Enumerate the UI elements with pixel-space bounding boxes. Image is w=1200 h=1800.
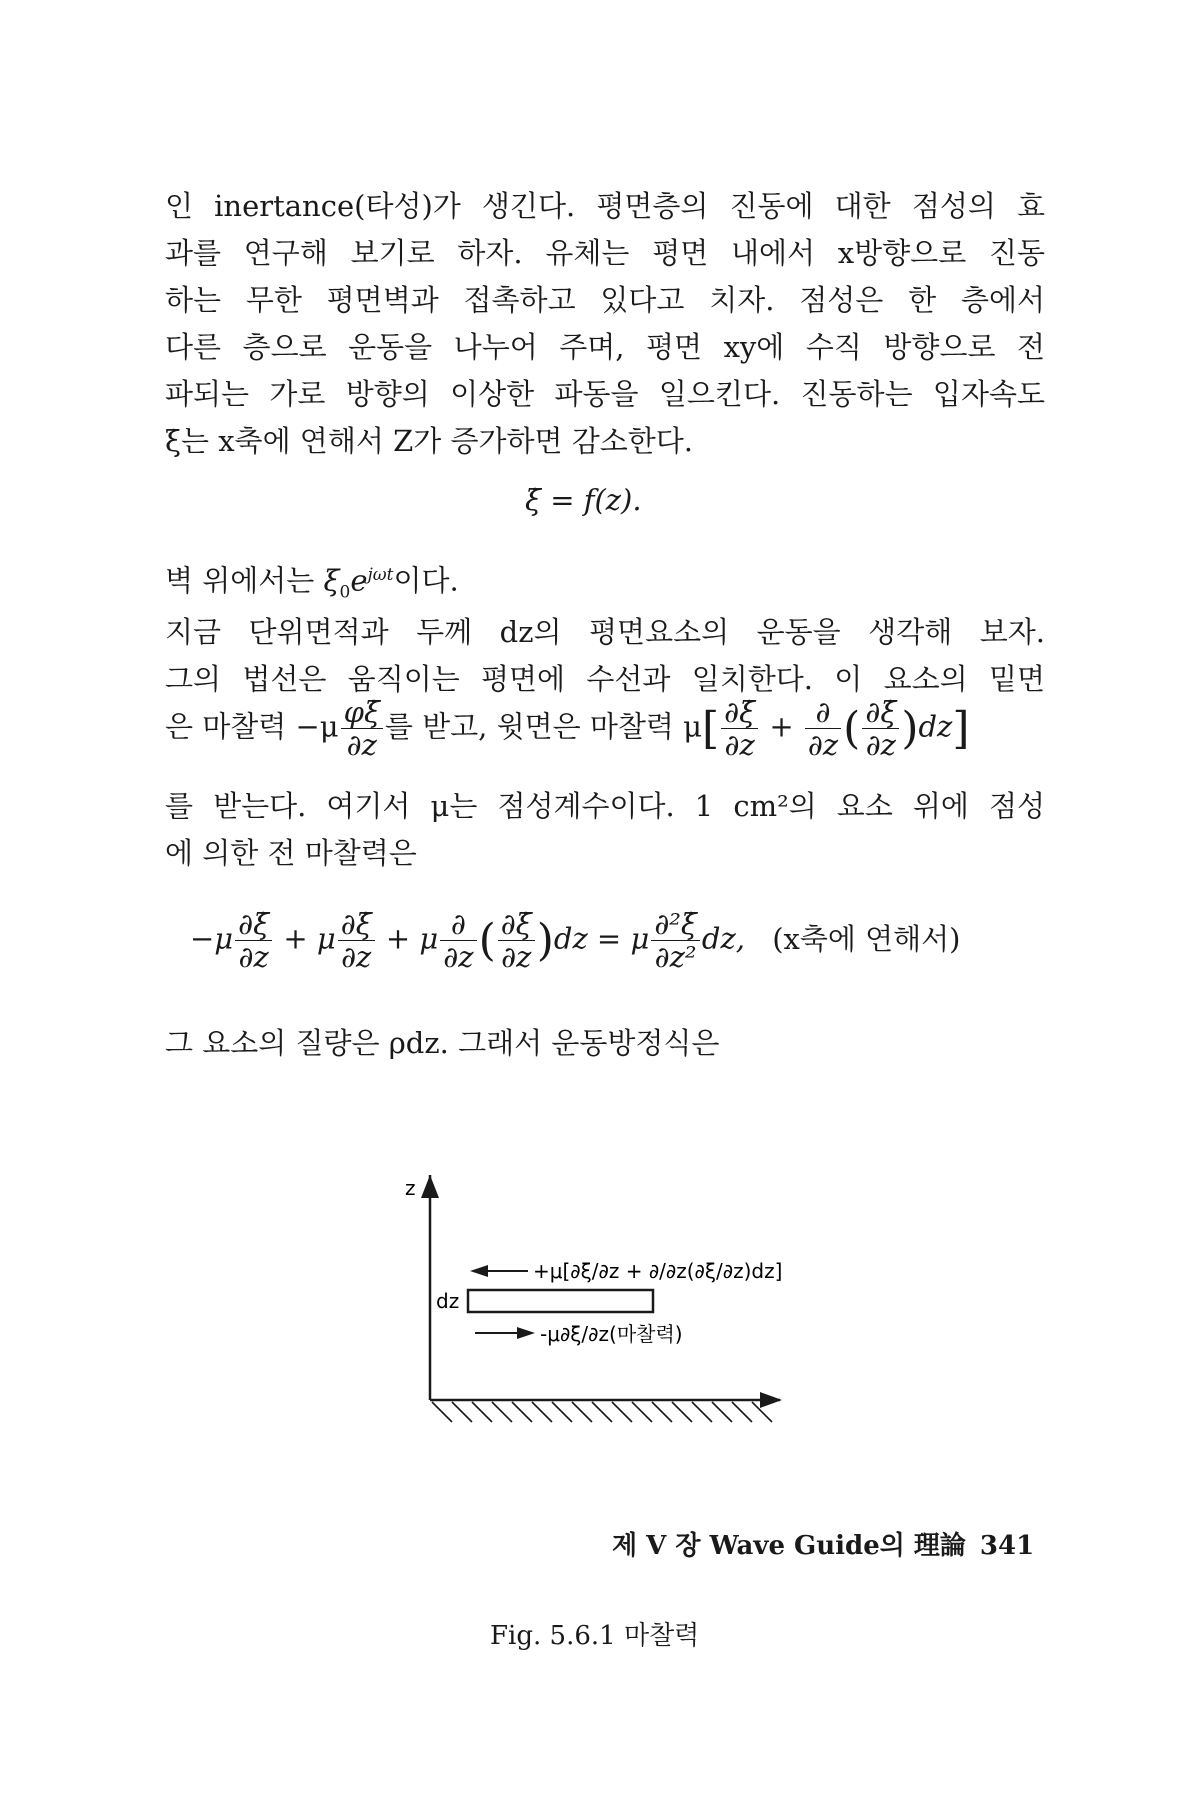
- para2-line1: 지금 단위면적과 두께 dz의 평면요소의 운동을 생각해 보자.: [165, 615, 1045, 649]
- para2-line5: 에 의한 전 마찰력은: [165, 836, 417, 870]
- eq2-d5: ∂z²: [654, 940, 697, 974]
- top-force-label: +μ[∂ξ/∂z + ∂/∂z(∂ξ/∂z)dz]: [533, 1259, 783, 1283]
- x-axis-arrowhead: [760, 1392, 782, 1408]
- eq2-n4: ∂ξ̇: [498, 908, 535, 941]
- eq2-n2: ∂ξ̇: [338, 908, 375, 941]
- page-number: 341: [979, 1531, 1035, 1561]
- eq2-d2: ∂z: [341, 940, 372, 974]
- friction-mid: 를 받고, 윗면은 마찰력 μ: [384, 709, 702, 744]
- eq2-tail: dz,: [701, 921, 745, 956]
- close-bracket: ]: [952, 703, 970, 754]
- para1-line6: ξ̇는 x축에 연해서 Z가 증가하면 감소한다.: [165, 424, 693, 458]
- eq2-note: (x축에 연해서): [772, 921, 961, 956]
- z-label: z: [405, 1176, 416, 1200]
- eq2-close-paren: ): [536, 915, 554, 966]
- xi-subscript: 0: [339, 582, 351, 603]
- close-paren: ): [901, 703, 919, 754]
- eq2-d1: ∂z: [238, 940, 269, 974]
- chapter-title: 제 Ⅴ 장 Wave Guide의 理論: [612, 1531, 966, 1561]
- para2-line2: 그의 법선은 움직이는 평면에 수선과 일치한다. 이 요소의 밑면: [165, 662, 1045, 696]
- open-bracket: [: [702, 703, 720, 754]
- bracket-plus: +: [769, 709, 794, 744]
- eq2-plus1: + μ: [283, 921, 336, 956]
- top-force-arrowhead: [470, 1265, 488, 1277]
- eq2-equals: dz = μ: [553, 921, 650, 956]
- exponent: jωt: [367, 565, 394, 585]
- figure-caption: Fig. 5.6.1 마찰력: [490, 1621, 700, 1651]
- e-symbol: e: [350, 563, 368, 598]
- bottom-force-arrowhead: [517, 1327, 535, 1339]
- bracket-den2: ∂z: [807, 728, 839, 762]
- bracket-num1: ∂ξ̇: [721, 696, 758, 729]
- bracket-num2: ∂: [805, 696, 841, 729]
- bracket-den3: ∂z: [865, 728, 896, 762]
- para2-line4: 를 받는다. 여기서 μ는 점성계수이다. 1 cm²의 요소 위에 점성: [165, 789, 1045, 823]
- open-paren: (: [843, 703, 861, 754]
- eq2-n1: ∂ξ̇: [235, 908, 272, 941]
- z-axis-arrowhead: [421, 1175, 439, 1198]
- bracket-tail: dz: [918, 709, 953, 744]
- para1-line3: 하는 무한 평면벽과 접촉하고 있다고 치자. 점성은 한 층에서: [165, 283, 1045, 317]
- wall-post: 이다.: [393, 563, 459, 598]
- page-footer: [612, 1525, 1034, 1562]
- frac-den: ∂z: [346, 728, 377, 762]
- eq2-open-paren: (: [478, 915, 496, 966]
- eq2-plus2: + μ: [385, 921, 439, 956]
- xi-symbol: ξ: [323, 563, 340, 598]
- fluid-element: [468, 1290, 653, 1312]
- bottom-force-label: -μ∂ξ/∂z(마찰력): [540, 1322, 683, 1346]
- friction-pre: 은 마찰력 −μ: [165, 709, 339, 744]
- equation-1: ξ̇ = f(z).: [525, 483, 642, 517]
- dz-label: dz: [436, 1289, 460, 1313]
- eq2-n5: ∂²ξ̇: [651, 908, 700, 941]
- para3-line: 그 요소의 질량은 ρdz. 그래서 운동방정식은: [165, 1026, 720, 1060]
- eq2-d3: ∂z: [443, 940, 474, 974]
- wall-hatching: [432, 1402, 772, 1422]
- wall-pre: 벽 위에서는: [165, 563, 324, 598]
- eq2-d4: ∂z: [501, 940, 532, 974]
- para1-line2: 과를 연구해 보기로 하자. 유체는 평면 내에서 x방향으로 진동: [165, 236, 1045, 270]
- bracket-num3: ∂ξ̇: [862, 696, 899, 729]
- para1-line1: 인 inertance(타성)가 생긴다. 평면층의 진동에 대한 점성의 효: [165, 189, 1045, 223]
- frac-num: φξ̇: [341, 696, 383, 729]
- para1-line4: 다른 층으로 운동을 나누어 주며, 평면 xy에 수직 방향으로 전: [165, 330, 1045, 364]
- eq2-n3: ∂: [440, 908, 476, 941]
- eq2-term1: −μ: [190, 921, 234, 956]
- para1-line5: 파되는 가로 방향의 이상한 파동을 일으킨다. 진동하는 입자속도: [165, 377, 1045, 411]
- bracket-den1: ∂z: [724, 728, 755, 762]
